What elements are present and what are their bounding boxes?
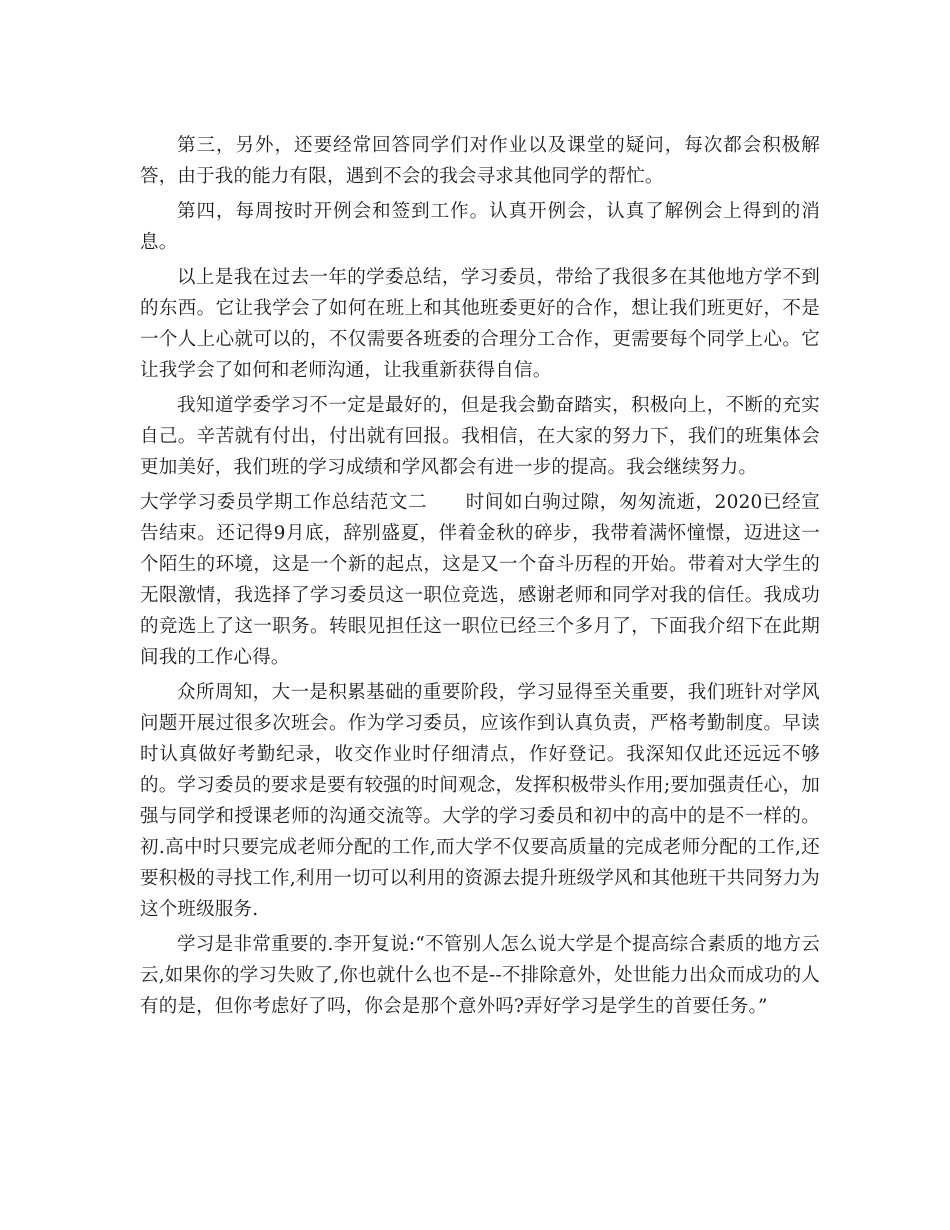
- section-two: [140, 487, 820, 673]
- paragraph-study-style: 众所周知，大一是积累基础的重要阶段，学习显得至关重要，我们班针对学风问题开展过很多次班会。作为学习委员，应该作到认真负责，严格考勤制度。早读时认真做好考勤纪录，收交作业时仔细清点，作好登记。我深知仅此还远远不够的。学习委员的要求是要有较强的时间观念，发挥积极带头作用;要加强责任心，加强与同学和授课老师的沟通交流等。大学的学习委员和初中的高中的是不一样的。初.高中时只要完成老师分配的工作,而大学不仅要高质量的完成老师分配的工作,还要积极的寻找工作,利用一切可以利用的资源去提升班级学风和其他班干共同努力为这个班级服务.: [140, 682, 820, 920]
- section-heading: 大学学习委员学期工作总结范文二: [140, 492, 428, 513]
- section-intro: 时间如白驹过隙，匆匆流逝，2020已经宣告结束。还记得9月底，辞别盛夏，伴着金秋的碎步，我带着满怀憧憬，迈进这一个陌生的环境，这是一个新的起点，这是又一个奋斗历程的开始。带着对大学生的无限激情，我选择了学习委员这一职位竞选，感谢老师和同学对我的信任。我成功的竞选上了这一职务。转眼见担任这一职位已经三个多月了，下面我介绍下在此期间我的工作心得。: [140, 492, 820, 668]
- paragraph-third: 第三，另外，还要经常回答同学们对作业以及课堂的疑问，每次都会积极解答，由于我的能力有限，遇到不会的我会寻求其他同学的帮忙。: [140, 135, 820, 187]
- paragraph-summary: 以上是我在过去一年的学委总结，学习委员，带给了我很多在其他地方学不到的东西。它让我学会了如何在班上和其他班委更好的合作，想让我们班更好，不是一个人上心就可以的，不仅需要各班委的合理分工合作，更需要每个同学上心。它让我学会了如何和老师沟通，让我重新获得自信。: [140, 267, 820, 381]
- paragraph-commitment: 我知道学委学习不一定是最好的，但是我会勤奋踏实，积极向上，不断的充实自己。辛苦就有付出，付出就有回报。我相信，在大家的努力下，我们的班集体会更加美好，我们班的学习成绩和学风都会有进一步的提高。我会继续努力。: [140, 395, 820, 478]
- paragraph-fourth: 第四，每周按时开例会和签到工作。认真开例会，认真了解例会上得到的消息。: [140, 201, 820, 253]
- paragraph-quote: 学习是非常重要的.李开复说:“不管别人怎么说大学是个提高综合素质的地方云云,如果你的学习失败了,你也就什么也不是--不排除意外，处世能力出众而成功的人有的是，但你考虑好了吗，你会是那个意外吗?弄好学习是学生的首要任务。”: [140, 934, 820, 1017]
- document-body: [140, 130, 820, 1026]
